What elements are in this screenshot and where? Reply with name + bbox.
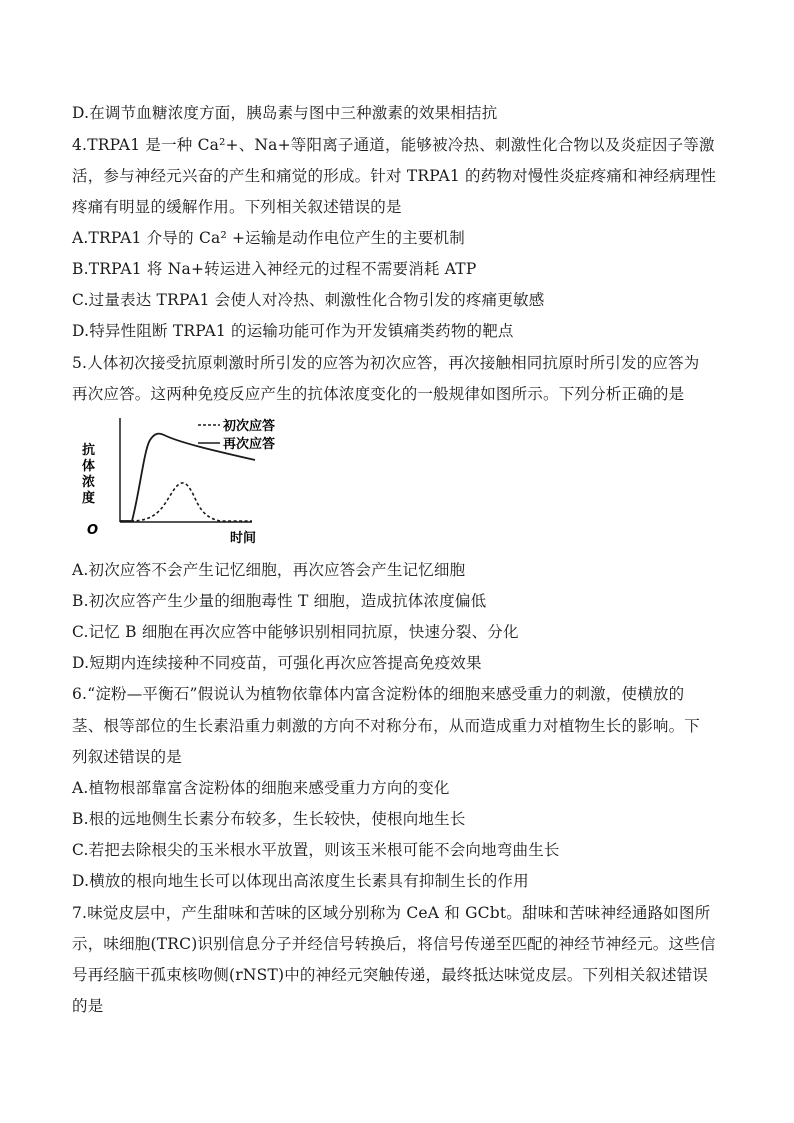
text-line: C.过量表达 TRPA1 会使人对冷热、刺激性化合物引发的疼痛更敏感: [72, 291, 545, 309]
text-line: 疼痛有明显的缓解作用。下列相关叙述错误的是: [72, 198, 402, 216]
x-axis-label: 时间: [230, 531, 257, 546]
y-axis-label-char: 浓: [82, 475, 96, 490]
y-axis-label-char: 度: [82, 491, 96, 506]
y-axis-label: [82, 442, 95, 506]
text-line: 5.人体初次接受抗原刺激时所引发的应答为初次应答，再次接触相同抗原时所引发的应答为: [72, 354, 700, 372]
text-line: 7.味觉皮层中，产生甜味和苦味的区域分别称为 CeA 和 GCbt。甜味和苦味神经通路如图所: [72, 904, 711, 922]
origin-label: O: [87, 523, 99, 538]
text-line: A.TRPA1 介导的 Ca² +运输是动作电位产生的主要机制: [72, 229, 465, 247]
antibody-chart: [70, 410, 290, 550]
text-line: 活，参与神经元兴奋的产生和痛觉的形成。针对 TRPA1 的药物对慢性炎症疼痛和神经病理性: [72, 167, 717, 185]
series-line-primary: [120, 483, 252, 521]
antibody-chart-svg: [70, 410, 290, 550]
text-line: B.TRPA1 将 Na+转运进入神经元的过程不需要消耗 ATP: [72, 260, 477, 278]
y-axis-label-char: 体: [82, 459, 96, 474]
text-line: C.若把去除根尖的玉米根水平放置，则该玉米根可能不会向地弯曲生长: [72, 841, 560, 859]
legend-label-secondary: 再次应答: [223, 437, 276, 452]
text-line: 的是: [72, 997, 104, 1015]
text-line: B.初次应答产生少量的细胞毒性 T 细胞，造成抗体浓度偏低: [72, 592, 487, 610]
text-line: A.初次应答不会产生记忆细胞，再次应答会产生记忆细胞: [72, 561, 466, 579]
text-line: D.在调节血糖浓度方面，胰岛素与图中三种激素的效果相拮抗: [72, 104, 498, 122]
text-line: D.横放的根向地生长可以体现出高浓度生长素具有抑制生长的作用: [72, 872, 529, 890]
text-line: A.植物根部靠富含淀粉体的细胞来感受重力方向的变化: [72, 779, 450, 797]
y-axis-label-char: 抗: [82, 443, 96, 458]
text-line: 茎、根等部位的生长素沿重力刺激的方向不对称分布，从而造成重力对植物生长的影响。下: [72, 717, 701, 735]
text-line: D.特异性阻断 TRPA1 的运输功能可作为开发镇痛类药物的靶点: [72, 322, 514, 340]
legend-label-primary: 初次应答: [223, 419, 276, 434]
text-line: 再次应答。这两种免疫反应产生的抗体浓度变化的一般规律如图所示。下列分析正确的是: [72, 385, 685, 403]
text-line: C.记忆 B 细胞在再次应答中能够识别相同抗原，快速分裂、分化: [72, 623, 519, 641]
text-line: D.短期内连续接种不同疫苗，可强化再次应答提高免疫效果: [72, 654, 482, 672]
text-line: 列叙述错误的是: [72, 748, 182, 766]
text-line: 6.“淀粉—平衡石”假说认为植物依靠体内富含淀粉体的细胞来感受重力的刺激，使横放的: [72, 685, 685, 703]
text-line: 示，味细胞(TRC)识别信息分子并经信号转换后，将信号传递至匹配的神经节神经元。这些信: [72, 935, 716, 953]
text-line: B.根的远地侧生长素分布较多，生长较快，使根向地生长: [72, 810, 466, 828]
text-line: 号再经脑干孤束核吻侧(rNST)中的神经元突触传递，最终抵达味觉皮层。下列相关叙述错误: [72, 966, 709, 984]
text-line: 4.TRPA1 是一种 Ca²+、Na+等阳离子通道，能够被冷热、刺激性化合物以及炎症因子等激: [72, 136, 715, 154]
